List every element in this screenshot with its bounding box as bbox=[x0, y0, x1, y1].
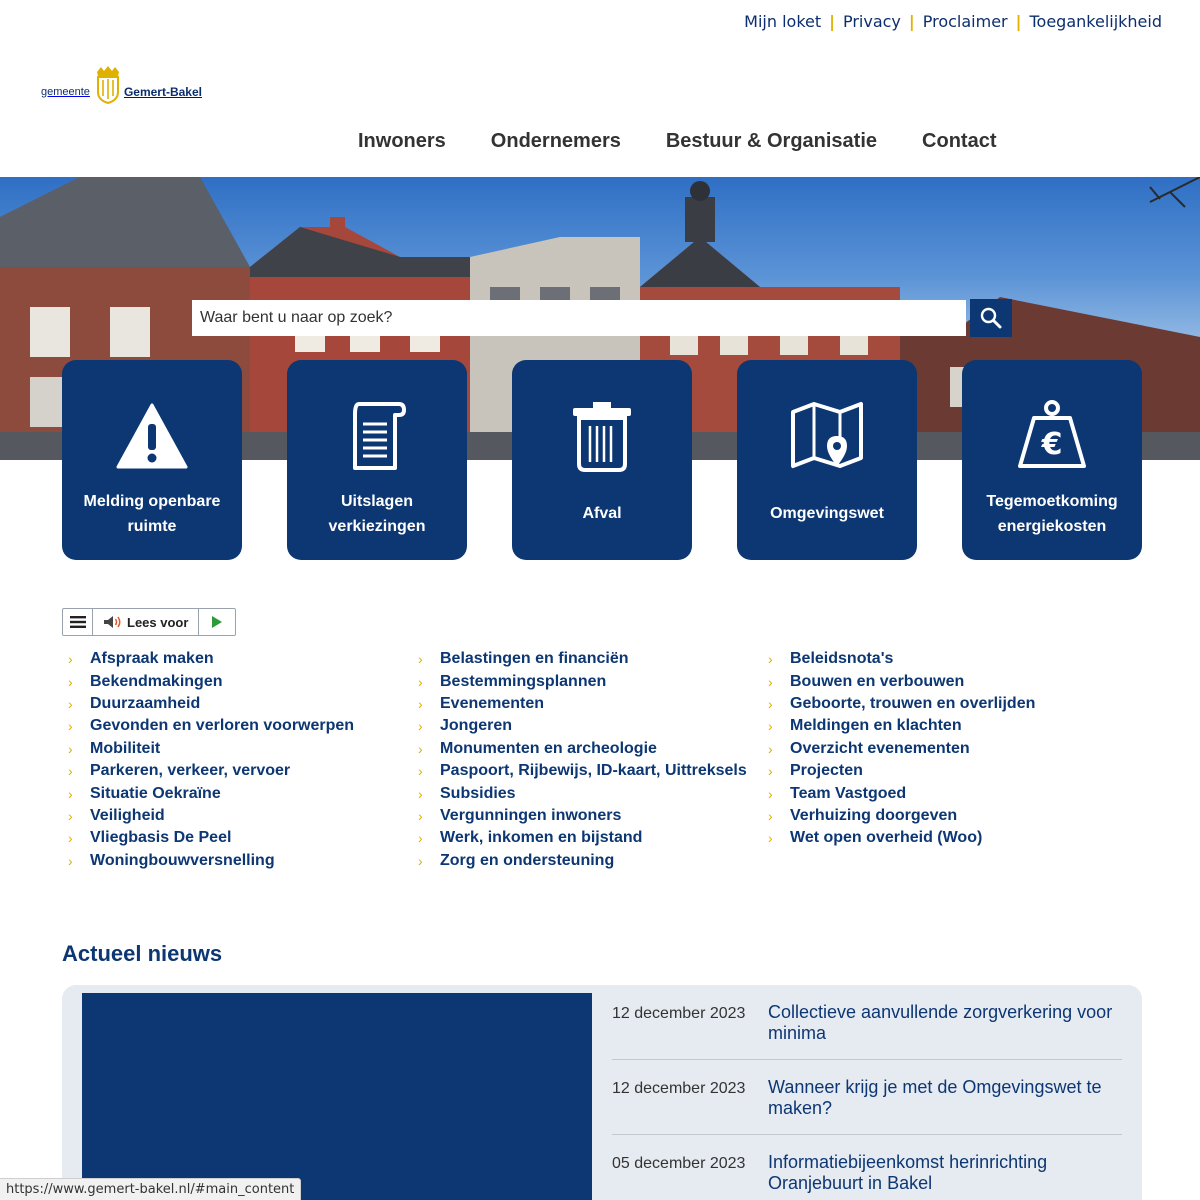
topic-link[interactable]: Vliegbasis De Peel bbox=[90, 829, 232, 847]
tile-tegemoetkoming-energiekosten[interactable] bbox=[962, 360, 1142, 560]
news-title[interactable]: Collectieve aanvullende zorgverkering voor minima bbox=[768, 1002, 1113, 1043]
news-date: 05 december 2023 bbox=[612, 1155, 746, 1172]
topic-link[interactable]: Bouwen en verbouwen bbox=[790, 672, 965, 690]
topic-link[interactable]: Bestemmingsplannen bbox=[440, 672, 607, 690]
list-item bbox=[68, 738, 418, 760]
list-item bbox=[418, 715, 768, 737]
chevron-right-icon: › bbox=[68, 673, 73, 690]
browser-status-url: https://www.gemert-bakel.nl/#main_content bbox=[0, 1178, 301, 1200]
list-item bbox=[418, 648, 768, 670]
list-item bbox=[768, 738, 1118, 760]
chevron-right-icon: › bbox=[418, 718, 423, 735]
read-aloud-label: Lees voor bbox=[127, 614, 189, 630]
trash-bin-icon bbox=[571, 388, 633, 483]
site-logo[interactable] bbox=[41, 66, 202, 109]
list-item bbox=[418, 782, 768, 804]
news-item[interactable] bbox=[612, 1135, 1122, 1200]
read-aloud-play-button[interactable] bbox=[199, 609, 235, 635]
chevron-right-icon: › bbox=[768, 763, 773, 780]
news-image[interactable] bbox=[82, 993, 592, 1200]
chevron-right-icon: › bbox=[418, 785, 423, 802]
topic-link[interactable]: Beleidsnota's bbox=[790, 650, 894, 668]
list-item bbox=[418, 670, 768, 692]
topic-column bbox=[768, 648, 1118, 872]
topic-link[interactable]: Gevonden en verloren voorwerpen bbox=[90, 717, 355, 735]
chevron-right-icon: › bbox=[68, 785, 73, 802]
tile-melding-openbare-ruimte[interactable] bbox=[62, 360, 242, 560]
speaker-icon bbox=[103, 615, 123, 629]
warning-icon bbox=[116, 388, 188, 483]
chevron-right-icon: › bbox=[768, 785, 773, 802]
chevron-right-icon: › bbox=[768, 651, 773, 668]
chevron-right-icon: › bbox=[418, 651, 423, 668]
read-aloud-button[interactable] bbox=[93, 609, 199, 635]
topic-link[interactable]: Parkeren, verkeer, vervoer bbox=[90, 762, 291, 780]
news-item[interactable] bbox=[612, 985, 1122, 1060]
news-panel bbox=[62, 985, 1142, 1200]
list-item bbox=[768, 760, 1118, 782]
tile-omgevingswet[interactable] bbox=[737, 360, 917, 560]
search-button[interactable] bbox=[970, 299, 1012, 337]
scroll-list-icon bbox=[347, 388, 407, 483]
topic-link[interactable]: Monumenten en archeologie bbox=[440, 739, 657, 757]
topic-link[interactable]: Vergunningen inwoners bbox=[440, 806, 622, 824]
tile-label: Afval bbox=[582, 505, 622, 522]
news-title[interactable]: Wanneer krijg je met de Omgevingswet te maken? bbox=[768, 1077, 1102, 1118]
util-link-privacy[interactable]: Privacy bbox=[842, 12, 901, 31]
chevron-right-icon: › bbox=[418, 673, 423, 690]
read-aloud-menu-button[interactable] bbox=[63, 609, 93, 635]
search-icon bbox=[980, 307, 1002, 329]
logo-name: Gemert-Bakel bbox=[123, 84, 202, 99]
chevron-right-icon: › bbox=[768, 807, 773, 824]
topic-link[interactable]: Zorg en ondersteuning bbox=[440, 851, 615, 869]
tile-label: Melding openbare ruimte bbox=[83, 492, 221, 535]
map-pin-icon bbox=[790, 388, 864, 483]
chevron-right-icon: › bbox=[68, 852, 73, 869]
list-item bbox=[418, 827, 768, 849]
topic-link[interactable]: Situatie Oekraïne bbox=[90, 784, 221, 802]
chevron-right-icon: › bbox=[68, 718, 73, 735]
chevron-right-icon: › bbox=[418, 852, 423, 869]
news-title[interactable]: Informatiebijeenkomst herinrichting Oranjebuurt in Bakel bbox=[768, 1152, 1048, 1193]
topic-link[interactable]: Woningbouwversnelling bbox=[90, 851, 275, 869]
hamburger-icon bbox=[70, 615, 86, 629]
list-item bbox=[418, 738, 768, 760]
topic-link[interactable]: Werk, inkomen en bijstand bbox=[440, 829, 643, 847]
topic-link[interactable]: Wet open overheid (Woo) bbox=[790, 829, 983, 847]
nav-contact[interactable]: Contact bbox=[922, 130, 997, 152]
util-link-toegankelijkheid[interactable]: Toegankelijkheid bbox=[1029, 12, 1162, 31]
chevron-right-icon: › bbox=[418, 807, 423, 824]
topic-link[interactable]: Subsidies bbox=[440, 784, 516, 802]
list-item bbox=[418, 760, 768, 782]
topic-link[interactable]: Geboorte, trouwen en overlijden bbox=[790, 694, 1036, 712]
list-item bbox=[68, 850, 418, 872]
tile-label: Omgevingswet bbox=[770, 505, 884, 522]
chevron-right-icon: › bbox=[68, 740, 73, 757]
news-heading: Actueel nieuws bbox=[62, 941, 223, 966]
chevron-right-icon: › bbox=[418, 763, 423, 780]
topic-link[interactable]: Team Vastgoed bbox=[790, 784, 907, 802]
nav-bestuur-organisatie[interactable]: Bestuur & Organisatie bbox=[665, 130, 878, 152]
read-aloud-bar bbox=[62, 608, 236, 636]
tile-label: Uitslagen verkiezingen bbox=[328, 492, 426, 535]
topic-link[interactable]: Duurzaamheid bbox=[90, 694, 201, 712]
util-link-mijn-loket[interactable]: Mijn loket bbox=[744, 12, 822, 31]
list-item bbox=[418, 850, 768, 872]
list-item bbox=[768, 782, 1118, 804]
topic-link[interactable]: Veiligheid bbox=[90, 806, 165, 824]
separator: | bbox=[908, 12, 915, 31]
chevron-right-icon: › bbox=[68, 807, 73, 824]
search-input[interactable] bbox=[192, 300, 966, 336]
list-item bbox=[68, 782, 418, 804]
topic-link[interactable]: Meldingen en klachten bbox=[790, 717, 962, 735]
list-item bbox=[768, 670, 1118, 692]
tile-label: Tegemoetkoming energiekosten bbox=[986, 492, 1118, 535]
topic-link[interactable]: Belastingen en financiën bbox=[440, 650, 629, 668]
main-nav bbox=[358, 130, 996, 153]
chevron-right-icon: › bbox=[68, 763, 73, 780]
list-item bbox=[68, 827, 418, 849]
list-item bbox=[68, 693, 418, 715]
list-item bbox=[68, 715, 418, 737]
list-item bbox=[68, 760, 418, 782]
separator: | bbox=[829, 12, 835, 31]
news-list bbox=[612, 985, 1122, 1200]
list-item bbox=[68, 805, 418, 827]
chevron-right-icon: › bbox=[418, 830, 423, 847]
topic-link[interactable]: Bekendmakingen bbox=[90, 672, 223, 690]
chevron-right-icon: › bbox=[768, 740, 773, 757]
topic-link[interactable]: Verhuizing doorgeven bbox=[790, 806, 958, 824]
list-item bbox=[768, 827, 1118, 849]
list-item bbox=[68, 670, 418, 692]
quick-tiles bbox=[62, 360, 1142, 560]
topic-link[interactable]: Afspraak maken bbox=[90, 650, 214, 668]
chevron-right-icon: › bbox=[68, 695, 73, 712]
topic-column bbox=[68, 648, 418, 872]
list-item bbox=[768, 805, 1118, 827]
nav-ondernemers[interactable]: Ondernemers bbox=[490, 130, 621, 152]
topic-link[interactable]: Jongeren bbox=[440, 717, 513, 735]
chevron-right-icon: › bbox=[418, 695, 423, 712]
news-date: 12 december 2023 bbox=[612, 1080, 746, 1097]
list-item bbox=[768, 693, 1118, 715]
utility-nav bbox=[744, 12, 1162, 31]
chevron-right-icon: › bbox=[68, 830, 73, 847]
play-icon bbox=[211, 615, 223, 629]
tile-uitslagen-verkiezingen[interactable] bbox=[287, 360, 467, 560]
chevron-right-icon: › bbox=[768, 718, 773, 735]
topic-link[interactable]: Paspoort, Rijbewijs, ID-kaart, Uittreksels bbox=[440, 762, 747, 780]
euro-weight-icon bbox=[1016, 388, 1088, 483]
topic-links bbox=[68, 648, 1118, 872]
chevron-right-icon: › bbox=[768, 673, 773, 690]
svg-text:€: € bbox=[1041, 426, 1063, 462]
tile-afval[interactable] bbox=[512, 360, 692, 560]
news-date: 12 december 2023 bbox=[612, 1005, 746, 1022]
util-link-proclaimer[interactable]: Proclaimer bbox=[922, 12, 1008, 31]
chevron-right-icon: › bbox=[68, 651, 73, 668]
topic-link[interactable]: Mobiliteit bbox=[90, 739, 161, 757]
topic-link[interactable]: Overzicht evenementen bbox=[790, 739, 970, 757]
list-item bbox=[68, 648, 418, 670]
topic-column bbox=[418, 648, 768, 872]
coat-of-arms-icon bbox=[94, 66, 122, 109]
chevron-right-icon: › bbox=[418, 740, 423, 757]
list-item bbox=[768, 648, 1118, 670]
separator: | bbox=[1015, 12, 1022, 31]
logo-prefix: gemeente bbox=[41, 85, 90, 98]
nav-inwoners[interactable]: Inwoners bbox=[358, 130, 446, 152]
news-item[interactable] bbox=[612, 1060, 1122, 1135]
chevron-right-icon: › bbox=[768, 695, 773, 712]
list-item bbox=[418, 805, 768, 827]
list-item bbox=[768, 715, 1118, 737]
topic-link[interactable]: Evenementen bbox=[440, 694, 545, 712]
topic-link[interactable]: Projecten bbox=[790, 762, 863, 780]
list-item bbox=[418, 693, 768, 715]
chevron-right-icon: › bbox=[768, 830, 773, 847]
